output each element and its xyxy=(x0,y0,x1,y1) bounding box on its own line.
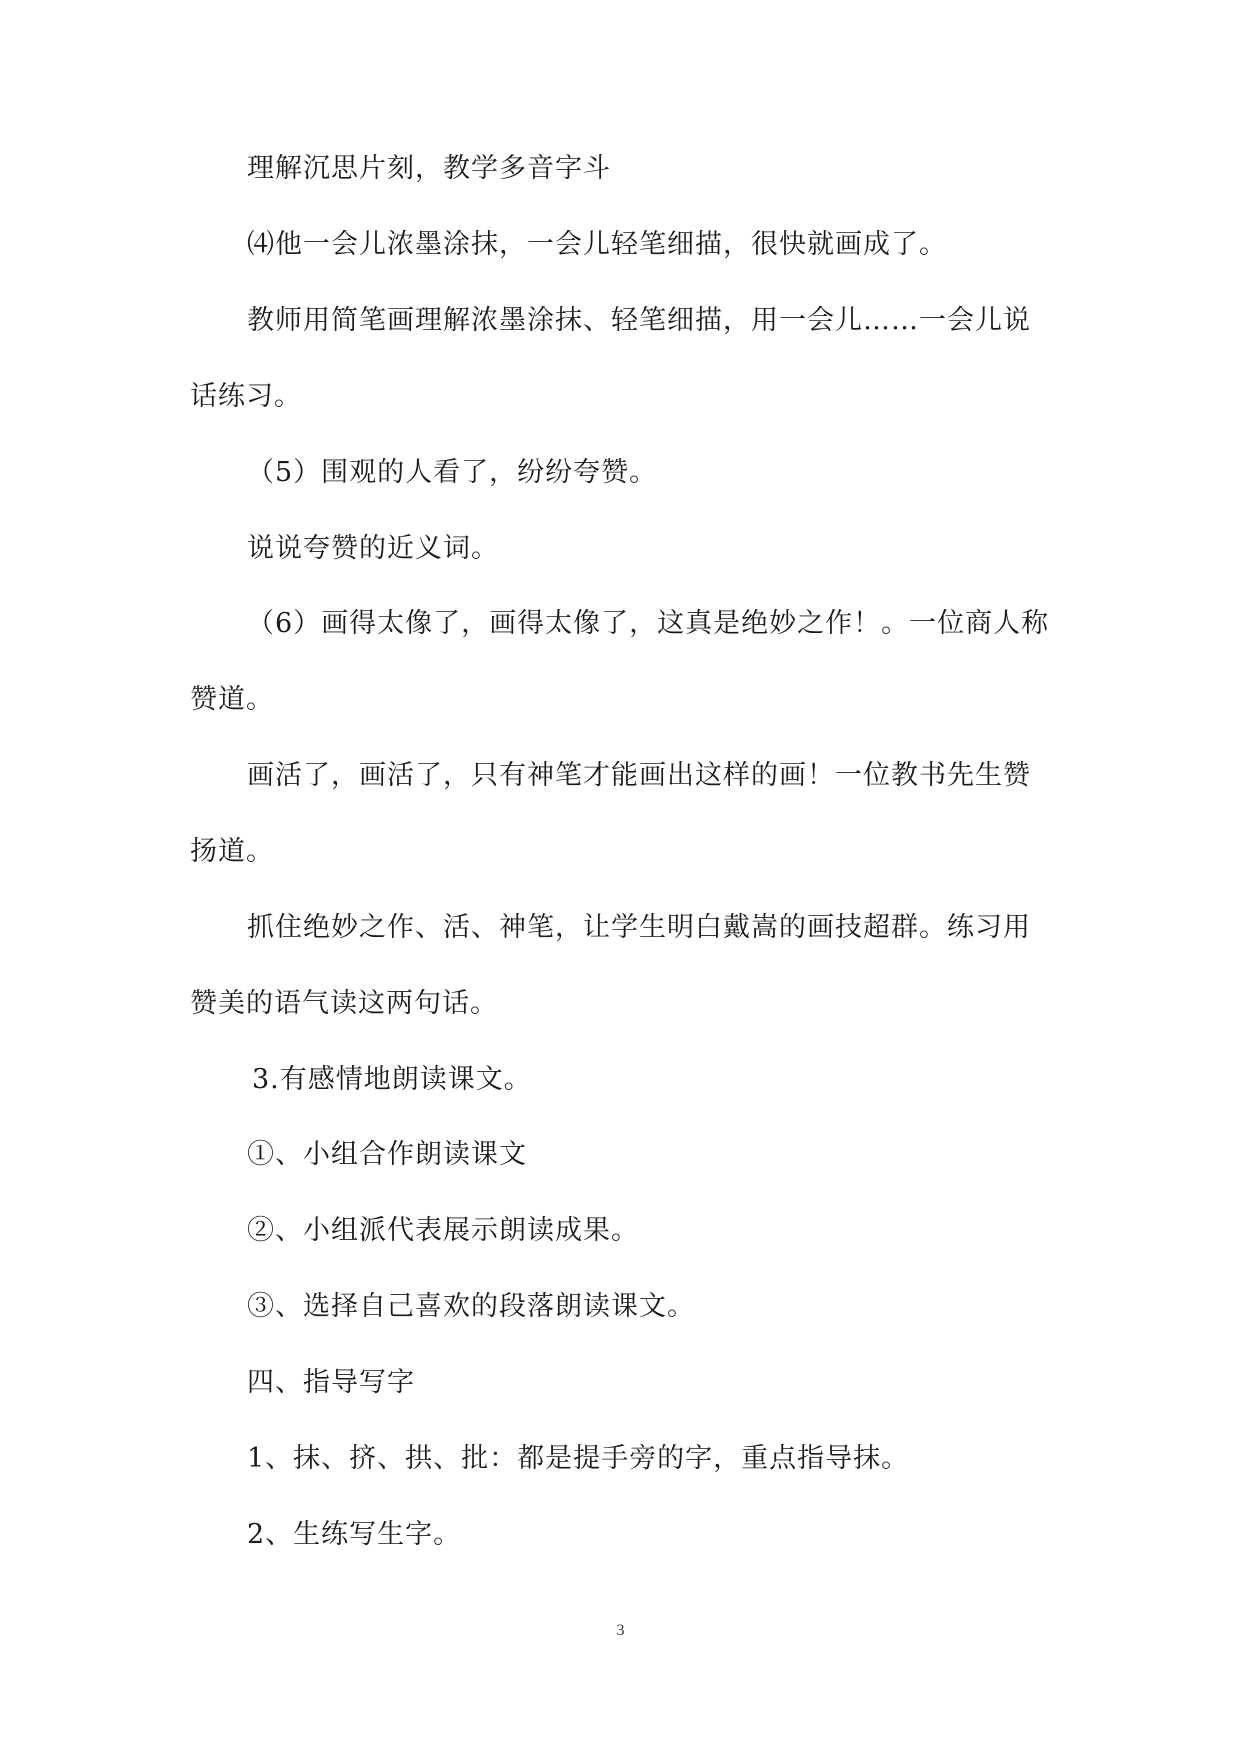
text-line-13: 3.有感情地朗读课文。 xyxy=(252,1064,532,1095)
text-line-7: （6）画得太像了，画得太像了，这真是绝妙之作！。一位商人称 xyxy=(247,608,1050,639)
page-number: 3 xyxy=(616,1622,625,1639)
text-line-14: ①、小组合作朗读课文 xyxy=(247,1139,527,1170)
text-line-11: 抓住绝妙之作、活、神笔，让学生明白戴嵩的画技超群。练习用 xyxy=(247,912,1031,943)
text-line-3: 教师用简笔画理解浓墨涂抹、轻笔细描，用一会儿……一会儿说 xyxy=(247,305,1031,336)
text-line-6: 说说夸赞的近义词。 xyxy=(247,533,499,564)
text-line-5: （5）围观的人看了，纷纷夸赞。 xyxy=(247,457,658,488)
text-line-4: 话练习。 xyxy=(190,381,302,412)
text-line-17: 四、指导写字 xyxy=(247,1367,415,1398)
text-line-2: ⑷他一会儿浓墨涂抹，一会儿轻笔细描，很快就画成了。 xyxy=(247,229,947,260)
text-line-10: 扬道。 xyxy=(190,836,274,867)
text-line-8: 赞道。 xyxy=(190,684,274,715)
text-line-1: 理解沉思片刻，教学多音字斗 xyxy=(247,153,611,184)
text-line-18: 1、抹、挤、拱、批：都是提手旁的字，重点指导抹。 xyxy=(247,1443,910,1474)
text-line-16: ③、选择自己喜欢的段落朗读课文。 xyxy=(247,1291,695,1322)
text-line-19: 2、生练写生字。 xyxy=(247,1519,462,1550)
text-line-9: 画活了，画活了，只有神笔才能画出这样的画！一位教书先生赞 xyxy=(247,760,1031,791)
text-line-12: 赞美的语气读这两句话。 xyxy=(190,988,498,1019)
text-line-15: ②、小组派代表展示朗读成果。 xyxy=(247,1215,639,1246)
